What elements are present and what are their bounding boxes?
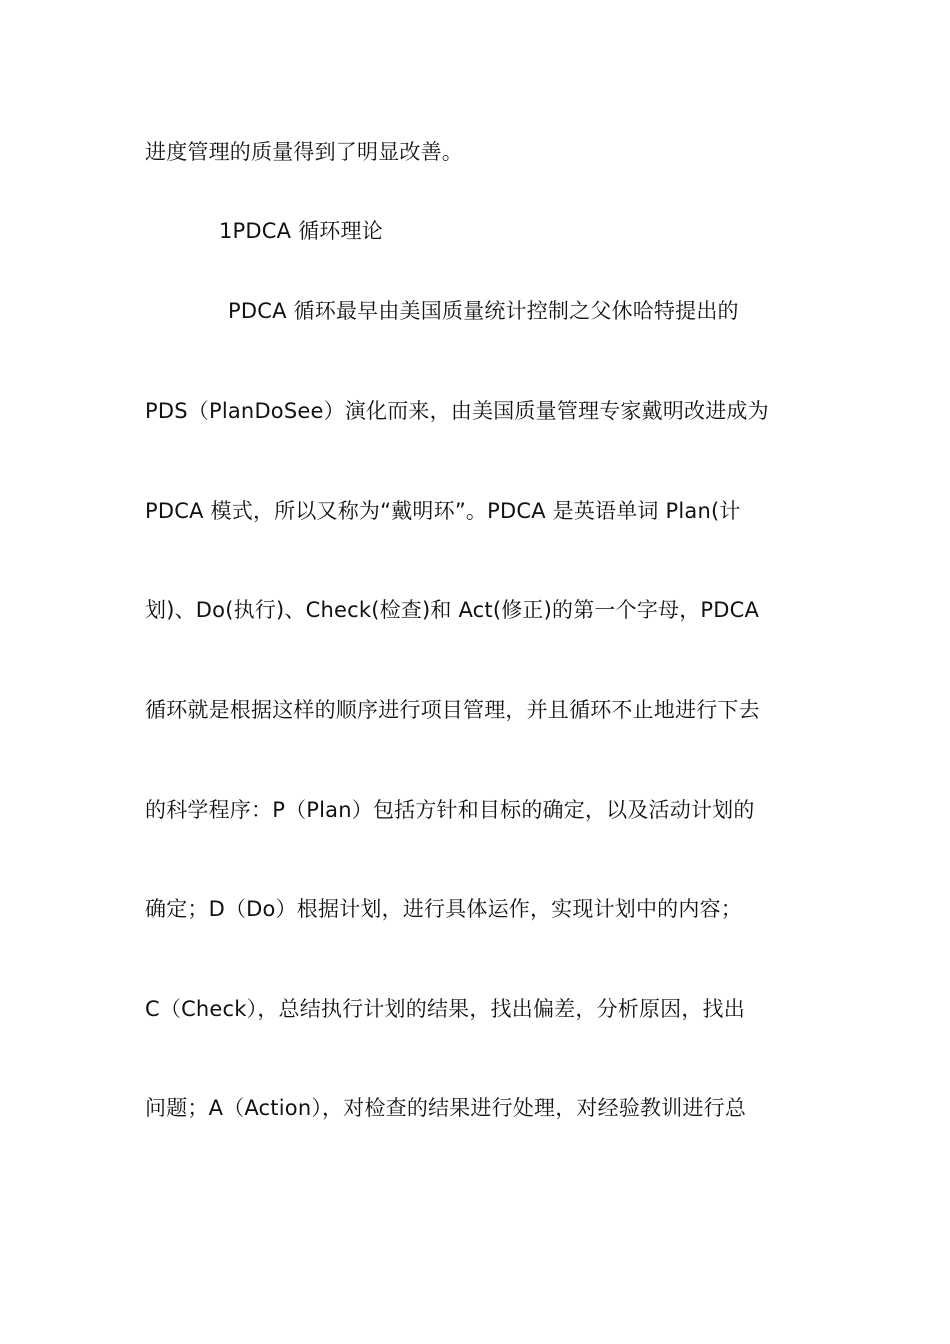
paragraph-line-10: 问题；A（Action），对检查的结果进行处理，对经验教训进行总 — [145, 1096, 747, 1120]
paragraph-line-4: PDCA 模式，所以又称为“戴明环”。PDCA 是英语单词 Plan(计 — [145, 499, 741, 523]
section-heading: 1PDCA 循环理论 — [219, 219, 383, 243]
paragraph-line-9: C（Check），总结执行计划的结果，找出偏差，分析原因，找出 — [145, 997, 745, 1021]
paragraph-line-5: 划)、Do(执行)、Check(检查)和 Act(修正)的第一个字母，PDCA — [145, 598, 760, 622]
paragraph-line-8: 确定；D（Do）根据计划，进行具体运作，实现计划中的内容； — [145, 897, 742, 921]
paragraph-line-3: PDS（PlanDoSee）演化而来，由美国质量管理专家戴明改进成为 — [145, 399, 769, 423]
paragraph-line-7: 的科学程序：P（Plan）包括方针和目标的确定，以及活动计划的 — [145, 798, 755, 822]
paragraph-line-2: PDCA 循环最早由美国质量统计控制之父休哈特提出的 — [228, 299, 739, 323]
paragraph-line-6: 循环就是根据这样的顺序进行项目管理，并且循环不止地进行下去 — [145, 698, 760, 722]
paragraph-line-1: 进度管理的质量得到了明显改善。 — [145, 140, 463, 164]
